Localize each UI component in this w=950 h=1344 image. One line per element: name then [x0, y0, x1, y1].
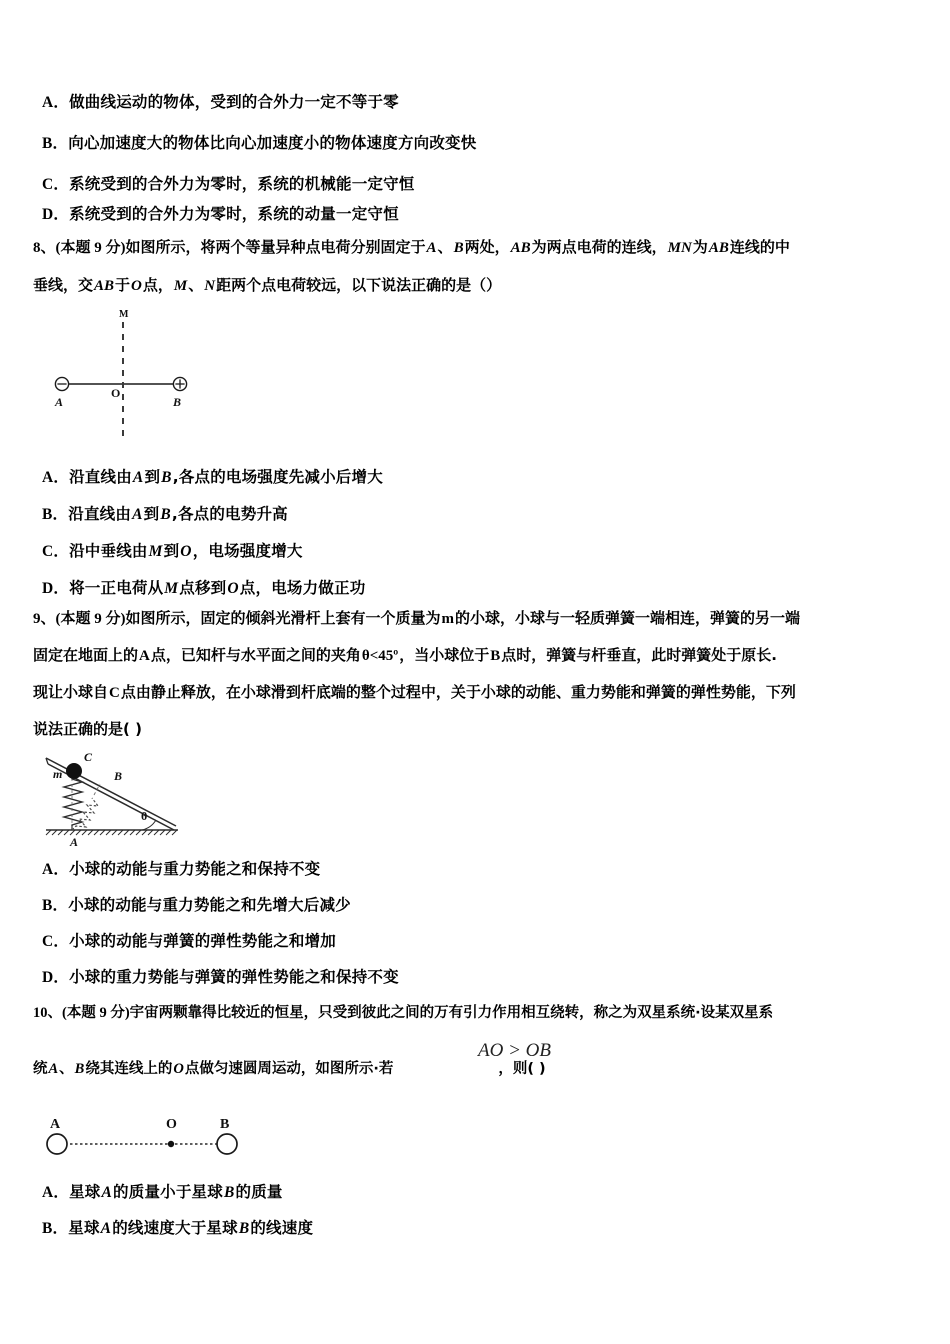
figure-inclined-rod-spring — [38, 748, 188, 853]
question-number: 8、 — [33, 240, 56, 256]
option-row — [42, 207, 399, 223]
option-text: 系统受到的合外力为零时，系统的动量一定守恒 — [69, 205, 399, 223]
label-star-a: A — [50, 1117, 61, 1132]
option-text: 向心加速度大的物体比向心加速度小的物体速度方向改变快 — [68, 134, 477, 152]
option-label: D． — [42, 969, 70, 986]
two-point-charges-svg — [45, 308, 215, 453]
option-row: C．沿中垂线由M到O，电场强度增大 — [42, 542, 303, 560]
label-charge-b: B — [173, 395, 182, 409]
star-b-circle — [217, 1134, 237, 1154]
option-label: A． — [42, 1184, 70, 1201]
option-row: B．星球A的线速度大于星球B的线速度 — [42, 1219, 314, 1237]
option-row: A．星球A的质量小于星球B的质量 — [42, 1183, 283, 1201]
label-point-c: C — [84, 750, 93, 764]
option-label: B． — [42, 1220, 69, 1237]
question-9-stem-line-1: 9、(本题 9 分)如图所示，固定的倾斜光滑杆上套有一个质量为m的小球，小球与一轻质弹簧一端相连，弹簧的另一端 — [33, 609, 801, 627]
label-point-m: M — [119, 309, 129, 320]
label-center-o: O — [166, 1117, 177, 1132]
star-a-circle — [47, 1134, 67, 1154]
label-midpoint-o: O — [111, 386, 121, 400]
option-row — [42, 136, 476, 152]
label-point-b: B — [114, 769, 123, 783]
option-row: A．沿直线由A到B,各点的电场强度先减小后增大 — [42, 468, 383, 486]
question-score-tag: (本题 9 分) — [55, 240, 126, 256]
label-star-b: B — [220, 1117, 230, 1132]
option-row — [42, 862, 320, 878]
option-label: A． — [42, 94, 70, 111]
option-label: C． — [42, 543, 70, 560]
center-of-mass-dot — [168, 1141, 174, 1147]
question-9-stem-line-2: 固定在地面上的A点，已知杆与水平面之间的夹角θ<45º，当小球位于B点时，弹簧与杆垂直，此时弹簧处于原长. — [33, 646, 777, 664]
option-row — [42, 898, 351, 914]
question-9-stem-line-3: 现让小球自C点由静止释放，在小球滑到杆底端的整个过程中，关于小球的动能、重力势能和弹簧的弹性势能，下列 — [33, 683, 796, 701]
option-label: A． — [42, 861, 70, 878]
question-9-stem-line-4: 说法正确的是( ) — [33, 720, 142, 738]
inclined-rod-spring-svg — [38, 748, 188, 853]
option-text: 小球的动能与重力势能之和先增大后减少 — [68, 896, 351, 914]
option-text: 小球的重力势能与弹簧的弹性势能之和保持不变 — [69, 968, 399, 986]
question-8-stem-line-1: 8、(本题 9 分)如图所示，将两个等量异种点电荷分别固定于A、B两处，AB为两点电荷的连线，MN为AB连线的中 — [33, 238, 790, 256]
option-label: A． — [42, 469, 70, 486]
option-row — [42, 95, 399, 111]
option-label: B． — [42, 506, 69, 523]
label-point-a: A — [70, 835, 79, 849]
question-8-stem-line-2: 垂线，交AB于O点，M、N距两个点电荷较远，以下说法正确的是（） — [33, 276, 502, 294]
question-score-tag: (本题 9 分) — [55, 611, 126, 627]
figure-two-point-charges — [45, 308, 215, 453]
option-row — [42, 177, 415, 193]
option-label: C． — [42, 933, 70, 950]
option-label: D． — [42, 206, 70, 223]
question-number: 9、 — [33, 611, 56, 627]
label-mass-m: m — [53, 767, 63, 781]
option-row: B．沿直线由A到B,各点的电势升高 — [42, 505, 288, 523]
option-label: B． — [42, 897, 69, 914]
figure-binary-star-system — [38, 1108, 248, 1170]
math-expression-ao-gt-ob: AO > OB — [478, 1040, 551, 1061]
option-row — [42, 934, 336, 950]
ball-mass-circle — [66, 763, 82, 779]
option-label: D． — [42, 580, 70, 597]
question-number: 10、 — [33, 1005, 62, 1021]
option-row — [42, 970, 399, 986]
label-angle-theta: θ — [141, 809, 148, 823]
question-10-stem-line-2: 统A、B绕其连线上的O点做匀速圆周运动，如图所示·若 ，则( ) — [33, 1061, 546, 1077]
question-score-tag: (本题 9 分) — [62, 1005, 130, 1021]
question-10-stem-line-1: 10、(本题 9 分)宇宙两颗靠得比较近的恒星，只受到彼此之间的万有引力作用相互绕转，称之为双星系统·设某双星系 — [33, 1005, 774, 1021]
option-text: 小球的动能与重力势能之和保持不变 — [69, 860, 321, 878]
option-row: D．将一正电荷从M点移到O点，电场力做正功 — [42, 579, 366, 597]
rod-line-top — [46, 758, 176, 826]
option-label: B． — [42, 135, 69, 152]
option-text: 系统受到的合外力为零时，系统的机械能一定守恒 — [69, 175, 415, 193]
option-text: 做曲线运动的物体，受到的合外力一定不等于零 — [69, 93, 399, 111]
option-label: C． — [42, 176, 70, 193]
label-charge-a: A — [55, 395, 64, 409]
spring-solid-coil — [64, 774, 82, 830]
binary-star-svg — [38, 1108, 248, 1170]
option-text: 小球的动能与弹簧的弹性势能之和增加 — [69, 932, 336, 950]
